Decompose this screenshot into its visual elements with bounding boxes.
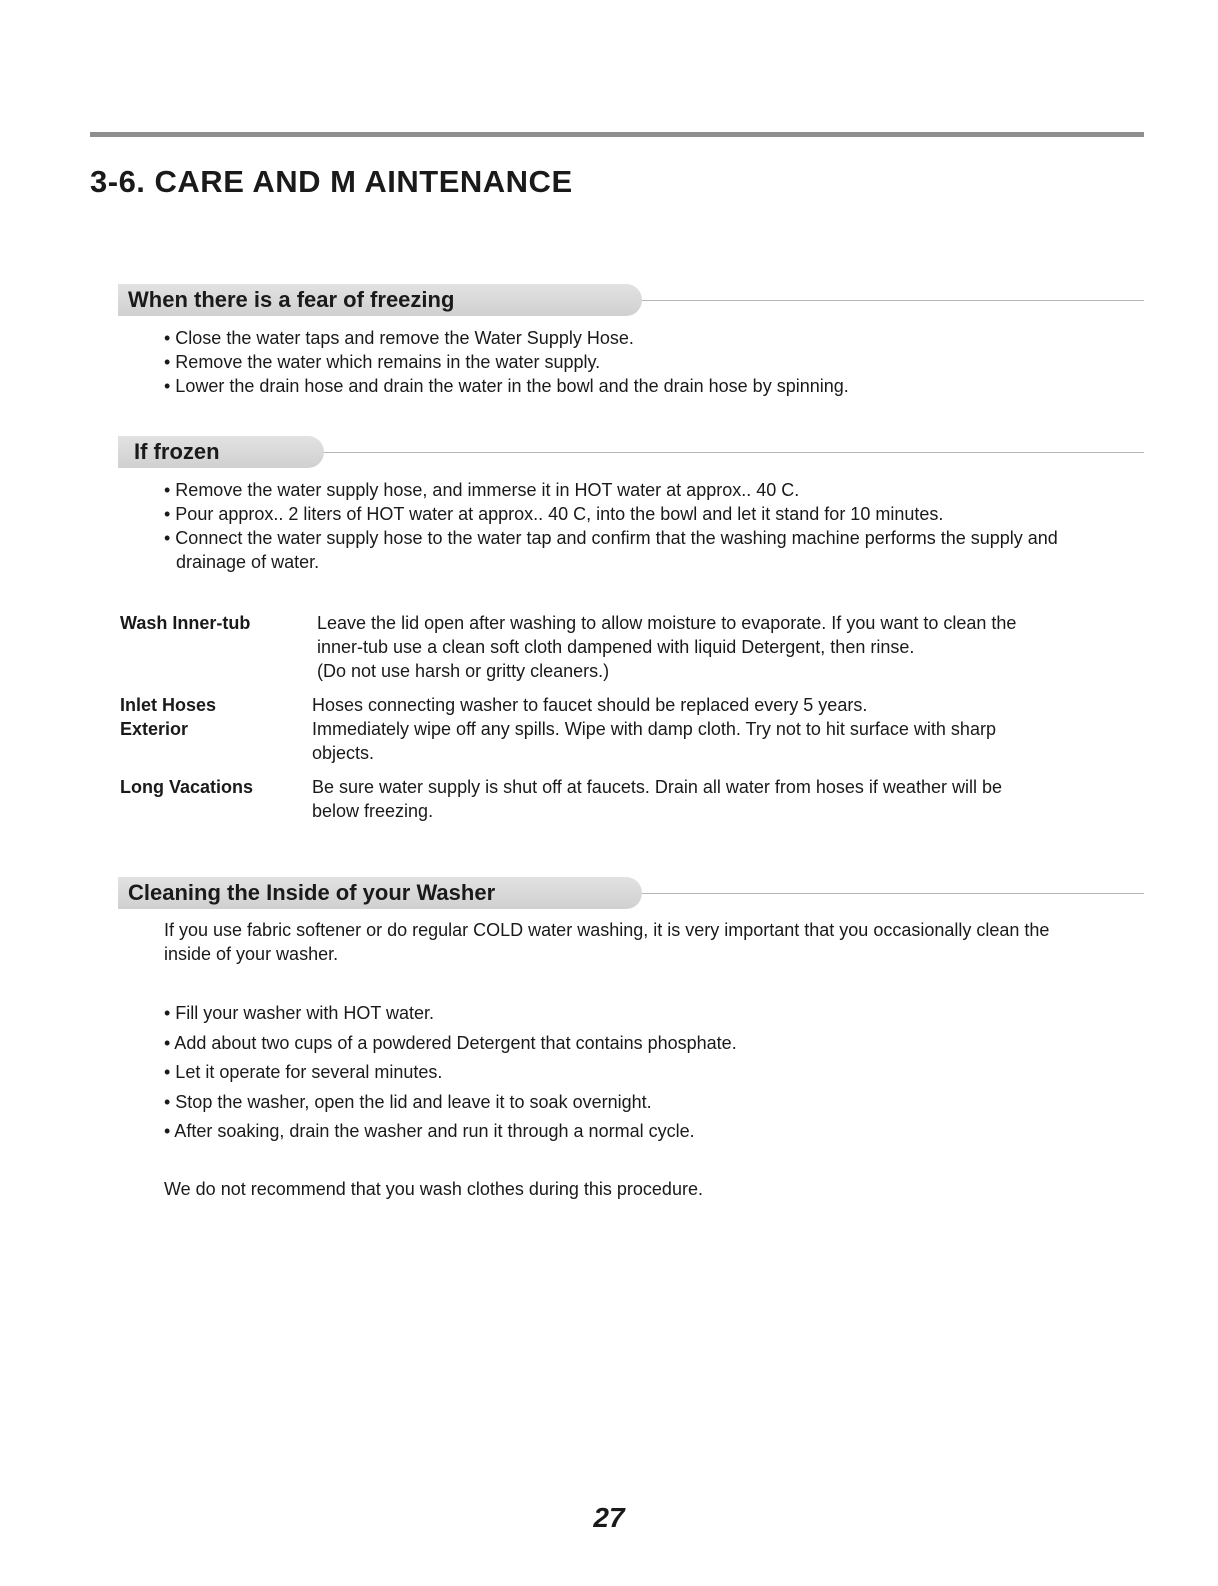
list-item: • Stop the washer, open the lid and leave it to soak overnight. bbox=[164, 1091, 652, 1112]
freezing-list bbox=[164, 326, 1094, 398]
desc-long-vacations: Be sure water supply is shut off at faucets. Drain all water from hoses if weather will be below freezing. bbox=[312, 777, 1002, 821]
section-rule bbox=[642, 300, 1144, 301]
list-item: • After soaking, drain the washer and run it through a normal cycle. bbox=[164, 1121, 695, 1141]
cleaning-note: We do not recommend that you wash clothes during this procedure. bbox=[164, 1179, 703, 1199]
frozen-list bbox=[164, 478, 1094, 574]
page-title: 3-6. CARE AND M AINTENANCE bbox=[90, 164, 573, 199]
desc-line: Leave the lid open after washing to allow moisture to evaporate. If you want to clean the bbox=[317, 613, 1017, 633]
cleaning-list bbox=[164, 1001, 1094, 1149]
term-wash-inner-tub: Wash Inner-tub bbox=[120, 613, 251, 633]
list-item: • Pour approx.. 2 liters of HOT water at approx.. 40 C, into the bowl and let it stand for 10 minutes. bbox=[164, 504, 944, 524]
section-heading-freezing: When there is a fear of freezing bbox=[118, 284, 642, 316]
section-header-cleaning bbox=[118, 877, 1144, 909]
list-item: • Lower the drain hose and drain the water in the bowl and the drain hose by spinning. bbox=[164, 376, 849, 396]
section-heading-frozen: If frozen bbox=[118, 436, 324, 468]
list-item: • Close the water taps and remove the Water Supply Hose. bbox=[164, 328, 634, 348]
desc-line: inner-tub use a clean soft cloth dampened with liquid Detergent, then rinse. bbox=[317, 637, 915, 657]
list-item: • Connect the water supply hose to the water tap and confirm that the washing machine performs the supply and drainage of water. bbox=[164, 528, 1058, 572]
page-number: 27 bbox=[593, 1502, 625, 1533]
list-item: • Fill your washer with HOT water. bbox=[164, 1003, 435, 1023]
cleaning-intro: If you use fabric softener or do regular COLD water washing, it is very important that you occasionally clean the inside of your washer. bbox=[164, 920, 1050, 964]
term-exterior: Exterior bbox=[120, 719, 189, 739]
list-item: • Remove the water supply hose, and immerse it in HOT water at approx.. 40 C. bbox=[164, 480, 800, 500]
section-rule bbox=[324, 452, 1144, 453]
section-heading-cleaning: Cleaning the Inside of your Washer bbox=[118, 877, 642, 909]
desc-wash-inner-tub bbox=[317, 611, 1097, 683]
desc-line: Hoses connecting washer to faucet should be replaced every 5 years. bbox=[312, 695, 868, 715]
list-item: • Remove the water which remains in the water supply. bbox=[164, 352, 601, 372]
section-header-frozen bbox=[118, 436, 1144, 468]
desc-line: (Do not use harsh or gritty cleaners.) bbox=[317, 661, 610, 681]
list-item: • Let it operate for several minutes. bbox=[164, 1062, 443, 1082]
term-long-vacations: Long Vacations bbox=[120, 777, 254, 797]
term-inlet-hoses: Inlet Hoses bbox=[120, 695, 217, 715]
desc-line: Immediately wipe off any spills. Wipe with damp cloth. Try not to hit surface with sharp objects. bbox=[312, 719, 996, 763]
list-item: • Add about two cups of a powdered Detergent that contains phosphate. bbox=[164, 1032, 737, 1053]
section-header-freezing bbox=[118, 284, 1144, 316]
section-rule bbox=[642, 893, 1144, 894]
top-rule bbox=[90, 132, 1144, 137]
desc-inlet-exterior bbox=[312, 693, 1042, 765]
